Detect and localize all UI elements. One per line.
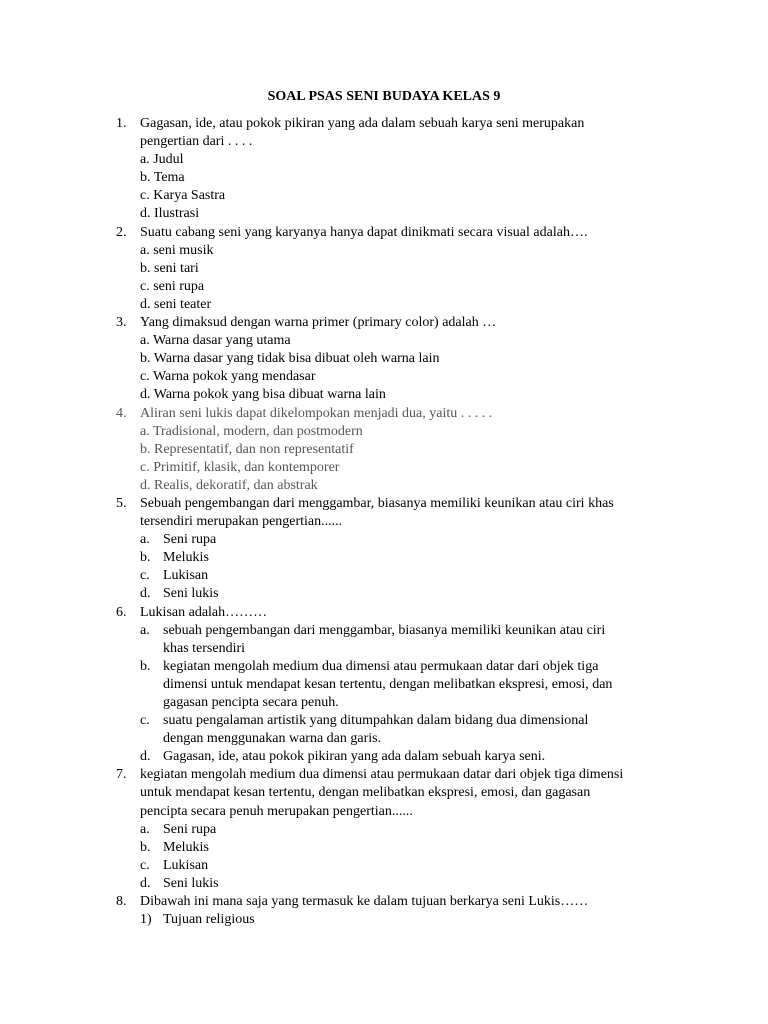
option-text: dimensi untuk mendapat kesan tertentu, dengan melibatkan ekspresi, emosi, dan <box>163 676 613 692</box>
option-line <box>0 441 768 459</box>
option-line <box>0 151 768 169</box>
option-label: a. <box>140 532 150 548</box>
option-text: d. Realis, dekoratif, dan abstrak <box>140 477 318 493</box>
option-text: Tujuan religious <box>163 912 255 928</box>
question-text: Gagasan, ide, atau pokok pikiran yang ada dalam sebuah karya seni merupakan <box>140 116 585 131</box>
option-text: Melukis <box>163 839 209 855</box>
option-line <box>0 459 768 477</box>
option-line <box>0 640 768 658</box>
question-text: Dibawah ini mana saja yang termasuk ke dalam tujuan berkarya seni Lukis…… <box>140 894 589 910</box>
option-line <box>0 567 768 585</box>
question-line <box>0 604 768 622</box>
option-text: Seni rupa <box>163 821 217 837</box>
option-text: sebuah pengembangan dari menggambar, biasanya memiliki keunikan atau ciri <box>163 622 606 638</box>
option-line <box>0 676 768 694</box>
question-item <box>0 115 768 224</box>
question-item <box>0 495 768 604</box>
option-label: c. <box>140 713 150 729</box>
option-text: Lukisan <box>163 568 209 584</box>
option-text: kegiatan mengolah medium dua dimensi atau permukaan datar dari objek tiga <box>163 658 599 674</box>
question-item <box>0 224 768 314</box>
question-list <box>0 115 768 929</box>
question-number: 6. <box>116 604 127 620</box>
option-label: a. <box>140 821 150 837</box>
option-text: d. Warna pokok yang bisa dibuat warna lain <box>140 387 386 403</box>
option-line <box>0 839 768 857</box>
option-text: Gagasan, ide, atau pokok pikiran yang ada dalam sebuah karya seni. <box>163 749 546 765</box>
option-line <box>0 658 768 676</box>
option-line <box>0 585 768 603</box>
option-text: c. Warna pokok yang mendasar <box>140 369 316 385</box>
question-line <box>0 115 768 133</box>
option-text: c. Primitif, klasik, dan kontemporer <box>140 459 340 475</box>
question-text: untuk mendapat kesan tertentu, dengan melibatkan ekspresi, emosi, dan gagasan <box>140 785 591 801</box>
question-line <box>0 893 768 911</box>
question-text: Suatu cabang seni yang karyanya hanya dapat dinikmati secara visual adalah…. <box>140 224 588 240</box>
option-line <box>0 187 768 205</box>
option-text: Seni rupa <box>163 532 217 548</box>
option-text: a. seni musik <box>140 242 214 258</box>
option-line <box>0 911 768 929</box>
question-number: 5. <box>116 495 127 511</box>
option-line <box>0 875 768 893</box>
question-number: 7. <box>116 767 127 783</box>
question-text: pencipta secara penuh merupakan pengertian...... <box>140 803 413 819</box>
question-text: pengertian dari . . . . <box>140 134 253 150</box>
option-line <box>0 531 768 549</box>
question-item <box>0 405 768 495</box>
option-label: c. <box>140 857 150 873</box>
option-line <box>0 821 768 839</box>
question-line <box>0 513 768 531</box>
option-label: b. <box>140 550 151 566</box>
option-text: d. seni teater <box>140 296 212 312</box>
question-number: 3. <box>116 315 127 331</box>
option-text: b. seni tari <box>140 260 199 276</box>
question-text: tersendiri merupakan pengertian...... <box>140 514 343 530</box>
question-item <box>0 604 768 767</box>
question-line <box>0 803 768 821</box>
option-text: Lukisan <box>163 857 209 873</box>
option-line <box>0 748 768 766</box>
option-label: d. <box>140 875 151 891</box>
question-text: Yang dimaksud dengan warna primer (primary color) adalah … <box>140 315 497 331</box>
option-label: a. <box>140 622 150 638</box>
option-line <box>0 260 768 278</box>
option-line <box>0 423 768 441</box>
option-text: c. seni rupa <box>140 278 205 294</box>
option-line <box>0 242 768 260</box>
option-label: d. <box>140 586 151 602</box>
question-line <box>0 314 768 332</box>
option-line <box>0 278 768 296</box>
question-item <box>0 766 768 893</box>
option-text: a. Judul <box>140 152 184 168</box>
option-text: dengan menggunakan warna dan garis. <box>163 731 382 747</box>
option-text: Seni lukis <box>163 875 219 891</box>
option-line <box>0 549 768 567</box>
question-text: kegiatan mengolah medium dua dimensi atau permukaan datar dari objek tiga dimensi <box>140 767 624 783</box>
question-line <box>0 224 768 242</box>
option-text: d. Ilustrasi <box>140 206 200 222</box>
question-number: 4. <box>116 405 127 421</box>
question-line <box>0 766 768 784</box>
question-text: Aliran seni lukis dapat dikelompokan menjadi dua, yaitu . . . . . <box>140 405 493 421</box>
option-line <box>0 622 768 640</box>
option-text: a. Warna dasar yang utama <box>140 333 291 349</box>
option-text: b. Warna dasar yang tidak bisa dibuat oleh warna lain <box>140 351 440 367</box>
option-line <box>0 386 768 404</box>
question-number: 8. <box>116 894 127 910</box>
option-line <box>0 712 768 730</box>
option-text: suatu pengalaman artistik yang ditumpahkan dalam bidang dua dimensional <box>163 713 589 729</box>
question-line <box>0 784 768 802</box>
option-line <box>0 205 768 223</box>
question-line <box>0 405 768 423</box>
question-number: 1. <box>116 116 127 131</box>
question-text: Lukisan adalah……… <box>140 604 268 620</box>
question-line <box>0 495 768 513</box>
option-line <box>0 477 768 495</box>
option-label: 1) <box>140 912 152 928</box>
option-label: b. <box>140 658 151 674</box>
option-line <box>0 169 768 187</box>
option-label: b. <box>140 839 151 855</box>
option-text: b. Representatif, dan non representatif <box>140 441 354 457</box>
option-text: a. Tradisional, modern, dan postmodern <box>140 423 363 439</box>
option-line <box>0 857 768 875</box>
option-label: c. <box>140 568 150 584</box>
option-line <box>0 368 768 386</box>
option-text: b. Tema <box>140 170 185 186</box>
option-text: c. Karya Sastra <box>140 188 226 204</box>
option-text: Melukis <box>163 550 209 566</box>
question-number: 2. <box>116 224 127 240</box>
option-line <box>0 350 768 368</box>
question-text: Sebuah pengembangan dari menggambar, biasanya memiliki keunikan atau ciri khas <box>140 495 614 511</box>
option-line <box>0 332 768 350</box>
question-item <box>0 893 768 929</box>
option-line <box>0 296 768 314</box>
option-text: Seni lukis <box>163 586 219 602</box>
option-line <box>0 694 768 712</box>
document-title: SOAL PSAS SENI BUDAYA KELAS 9 <box>267 89 501 104</box>
option-line <box>0 730 768 748</box>
option-label: d. <box>140 749 151 765</box>
option-text: khas tersendiri <box>163 640 246 656</box>
question-line <box>0 133 768 151</box>
question-item <box>0 314 768 404</box>
option-text: gagasan pencipta secara penuh. <box>163 695 339 710</box>
